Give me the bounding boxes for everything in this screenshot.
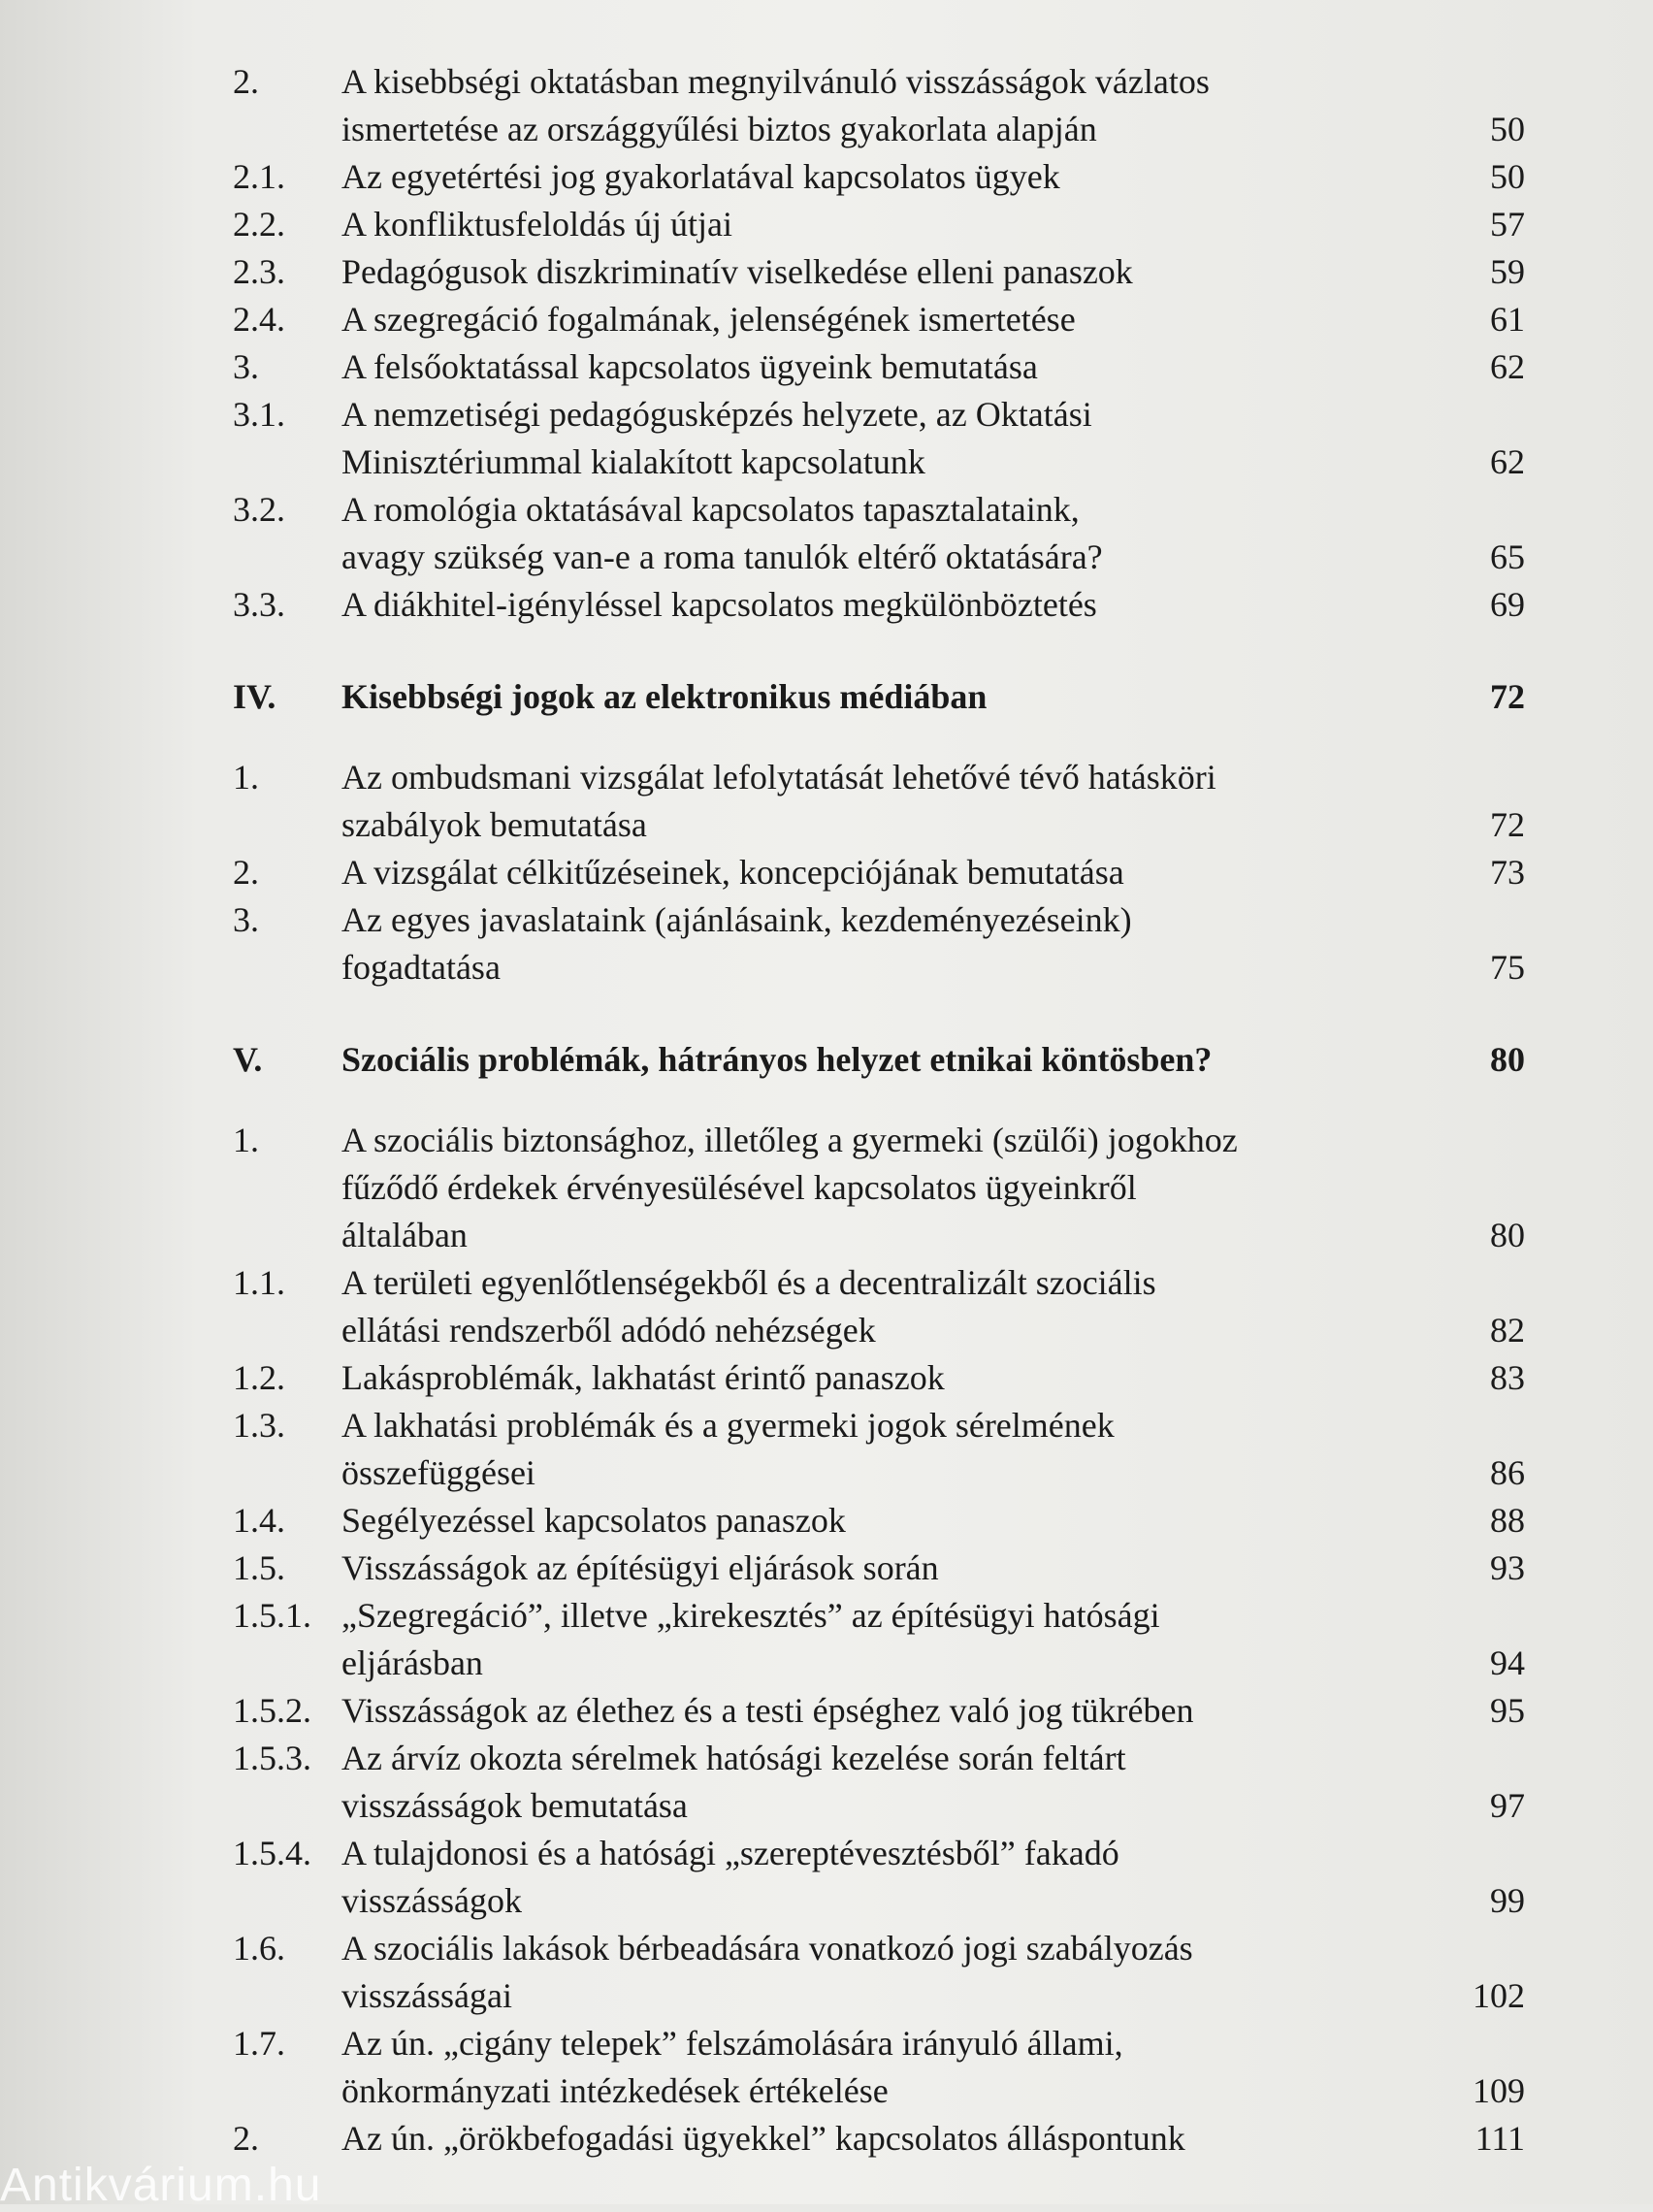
entry-title: „Szegregáció”, illetve „kirekesztés” az építésügyi hatósági eljárásban [341, 1596, 1160, 1682]
entry-title: Az árvíz okozta sérelmek hatósági kezelése során feltárt visszásságok bemutatása [341, 1739, 1126, 1825]
entry-page: 88 [1490, 1501, 1525, 1540]
toc-entry [233, 2115, 1591, 2163]
entry-page: 75 [1490, 948, 1525, 987]
entry-number: 3. [233, 347, 259, 386]
entry-page: 57 [1490, 205, 1525, 244]
entry-number: 1. [233, 1121, 259, 1159]
entry-page: 80 [1490, 1216, 1525, 1254]
toc-entry [233, 1592, 1591, 1687]
entry-page: 97 [1490, 1786, 1525, 1825]
entry-title: Az ún. „örökbefogadási ügyekkel” kapcsolatos álláspontunk [341, 2119, 1185, 2158]
entry-number: 1.3. [233, 1406, 285, 1445]
entry-title: Az egyetértési jog gyakorlatával kapcsolatos ügyek [341, 157, 1060, 196]
entry-page: 62 [1490, 347, 1525, 386]
entry-title: A lakhatási problémák és a gyermeki jogok sérelmének összefüggései [341, 1406, 1115, 1492]
toc-entry [233, 201, 1591, 248]
toc-entry [233, 1735, 1591, 1830]
toc-entry [233, 896, 1591, 992]
entry-title: A felsőoktatással kapcsolatos ügyeink bemutatása [341, 347, 1038, 386]
toc-entry [233, 391, 1591, 486]
section-number: V. [233, 1040, 263, 1079]
entry-page: 62 [1490, 442, 1525, 481]
entry-title: A területi egyenlőtlenségekből és a decentralizált szociális ellátási rendszerből adódó nehézségek [341, 1263, 1156, 1350]
toc-entry [233, 1687, 1591, 1735]
entry-page: 61 [1490, 300, 1525, 339]
toc-entry [233, 153, 1591, 201]
entry-page: 111 [1475, 2119, 1525, 2158]
toc-entry [233, 1925, 1591, 2020]
toc-entry [233, 1545, 1591, 1592]
entry-number: 2. [233, 853, 259, 892]
entry-number: 1. [233, 758, 259, 797]
entry-title: Visszásságok az építésügyi eljárások során [341, 1548, 939, 1587]
entry-title: A szociális biztonsághoz, illetőleg a gyermeki (szülői) jogokhoz fűződő érdekek érvényesülésével kapcsolatos ügyeinkről általában [341, 1121, 1238, 1254]
entry-title: A szociális lakások bérbeadására vonatkozó jogi szabályozás visszásságai [341, 1929, 1193, 2015]
entry-number: 1.1. [233, 1263, 285, 1302]
toc-entry [233, 754, 1591, 849]
entry-number: 3.2. [233, 490, 285, 529]
entry-page: 69 [1490, 585, 1525, 624]
entry-title: Lakásproblémák, lakhatást érintő panaszok [341, 1358, 945, 1397]
entry-page: 65 [1490, 537, 1525, 576]
section-heading-v [233, 1036, 1591, 1084]
toc-entry [233, 1830, 1591, 1925]
entry-number: 1.5. [233, 1548, 285, 1587]
entry-title: A szegregáció fogalmának, jelenségének ismertetése [341, 300, 1076, 339]
toc-entry [233, 58, 1591, 153]
toc-entry [233, 2020, 1591, 2115]
entry-number: 3. [233, 900, 259, 939]
entry-page: 72 [1490, 805, 1525, 844]
entry-page: 82 [1490, 1311, 1525, 1350]
section-title: Kisebbségi jogok az elektronikus médiában [341, 677, 988, 716]
toc-entry [233, 1402, 1591, 1497]
entry-number: 1.2. [233, 1358, 285, 1397]
toc-entry [233, 849, 1591, 896]
toc-entry [233, 248, 1591, 296]
entry-number: 2.2. [233, 205, 285, 244]
table-of-contents [233, 58, 1591, 2163]
entry-title: A vizsgálat célkitűzéseinek, koncepciójának bemutatása [341, 853, 1124, 892]
entry-page: 50 [1490, 157, 1525, 196]
entry-title: A konfliktusfeloldás új útjai [341, 205, 732, 244]
toc-entry [233, 1117, 1591, 1259]
entry-page: 102 [1473, 1976, 1525, 2015]
entry-number: 1.5.4. [233, 1834, 311, 1872]
toc-entry [233, 486, 1591, 581]
entry-title: Visszásságok az élethez és a testi épséghez való jog tükrében [341, 1691, 1194, 1730]
section-heading-iv [233, 673, 1591, 721]
entry-title: A nemzetiségi pedagógusképzés helyzete, az Oktatási Minisztériummal kialakított kapcsolatunk [341, 395, 1092, 481]
toc-entry [233, 581, 1591, 629]
entry-title: A kisebbségi oktatásban megnyilvánuló visszásságok vázlatos ismertetése az országgyűlési biztos gyakorlata alapján [341, 62, 1210, 148]
entry-page: 86 [1490, 1453, 1525, 1492]
entry-number: 1.5.2. [233, 1691, 311, 1730]
entry-number: 1.6. [233, 1929, 285, 1968]
entry-number: 2.4. [233, 300, 285, 339]
entry-page: 59 [1490, 252, 1525, 291]
entry-title: A diákhitel-igényléssel kapcsolatos megkülönböztetés [341, 585, 1097, 624]
entry-title: A romológia oktatásával kapcsolatos tapasztalataink, avagy szükség van-e a roma tanulók eltérő oktatására? [341, 490, 1103, 576]
entry-title: Segélyezéssel kapcsolatos panaszok [341, 1501, 846, 1540]
entry-title: A tulajdonosi és a hatósági „szereptévesztésből” fakadó visszásságok [341, 1834, 1119, 1920]
entry-page: 83 [1490, 1358, 1525, 1397]
entry-number: 3.3. [233, 585, 285, 624]
entry-page: 99 [1490, 1881, 1525, 1920]
section-title: Szociális problémák, hátrányos helyzet etnikai köntösben? [341, 1040, 1213, 1079]
entry-title: Az ún. „cigány telepek” felszámolására irányuló állami, önkormányzati intézkedések értékelése [341, 2024, 1123, 2110]
entry-title: Pedagógusok diszkriminatív viselkedése elleni panaszok [341, 252, 1133, 291]
entry-title: Az ombudsmani vizsgálat lefolytatását lehetővé tévő hatásköri szabályok bemutatása [341, 758, 1216, 844]
toc-entry [233, 1497, 1591, 1545]
entry-page: 109 [1473, 2071, 1525, 2110]
entry-title: Az egyes javaslataink (ajánlásaink, kezdeményezéseink) fogadtatása [341, 900, 1132, 987]
entry-number: 1.5.3. [233, 1739, 311, 1777]
entry-number: 1.7. [233, 2024, 285, 2063]
entry-number: 3.1. [233, 395, 285, 434]
section-page: 72 [1490, 677, 1525, 716]
watermark: Antikvárium.hu [0, 2160, 322, 2211]
toc-entry [233, 296, 1591, 343]
entry-number: 2. [233, 2119, 259, 2158]
entry-number: 2.1. [233, 157, 285, 196]
entry-number: 1.4. [233, 1501, 285, 1540]
entry-page: 50 [1490, 110, 1525, 148]
entry-page: 94 [1490, 1643, 1525, 1682]
entry-page: 93 [1490, 1548, 1525, 1587]
entry-number: 2.3. [233, 252, 285, 291]
toc-entry [233, 1259, 1591, 1354]
entry-number: 1.5.1. [233, 1596, 311, 1635]
section-page: 80 [1490, 1040, 1525, 1079]
section-number: IV. [233, 677, 276, 716]
entry-page: 95 [1490, 1691, 1525, 1730]
entry-number: 2. [233, 62, 259, 101]
entry-page: 73 [1490, 853, 1525, 892]
toc-entry [233, 343, 1591, 391]
toc-entry [233, 1354, 1591, 1402]
